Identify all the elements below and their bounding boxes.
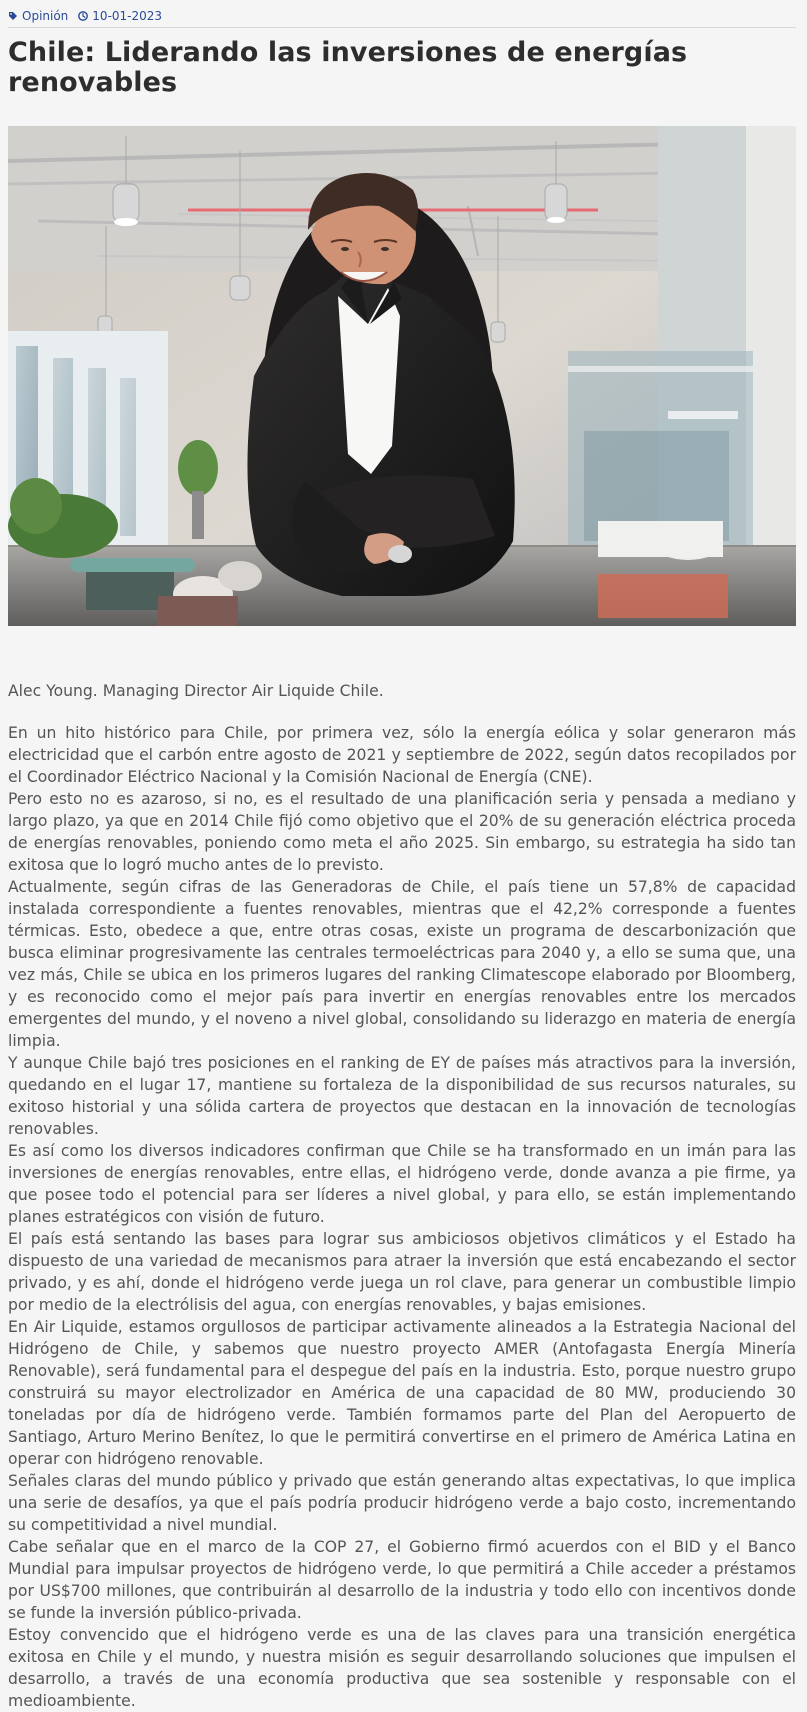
article-paragraph: Y aunque Chile bajó tres posiciones en el ranking de EY de países más atractivos para la inversión, quedando en el lugar 17, mantiene su fortaleza de la disponibilidad de sus recursos naturales, su exitoso historial y una sólida cartera de proyectos que destacan en la innovación de tecnologías renovables. (8, 1054, 796, 1138)
article-paragraph: Pero esto no es azaroso, si no, es el resultado de una planificación seria y pensada a mediano y largo plazo, ya que en 2014 Chile fijó como objetivo que el 20% de su generación eléctrica proceda de energías renovables, poniendo como meta el año 2025. Sin embargo, su estrategia ha sido tan exitosa que lo logró mucho antes de lo previsto. (8, 790, 796, 874)
article-paragraph: Señales claras del mundo público y privado que están generando altas expectativas, lo que implica una serie de desafíos, ya que el país podría producir hidrógeno verde a bajo costo, incrementando su competitividad a nivel mundial. (8, 1472, 796, 1534)
clock-icon (78, 11, 88, 21)
article-body (8, 722, 796, 1712)
article-paragraph: Actualmente, según cifras de las Generadoras de Chile, el país tiene un 57,8% de capacidad instalada correspondiente a fuentes renovables, mientras que el 42,2% corresponde a fuentes térmicas. Esto, obedece a que, entre otras cosas, existe un programa de descarbonización que busca eliminar progresivamente las centrales termoeléctricas para 2040 y, a ello se suma que, una vez más, Chile se ubica en los primeros lugares del ranking Climatescope elaborado por Bloomberg, y es reconocido como el mejor país para invertir en energías renovables entre los mercados emergentes del mundo, y el noveno a nivel global, consolidando su liderazgo en materia de energía limpia. (8, 878, 796, 1050)
article-meta (8, 0, 796, 28)
article-paragraph: En un hito histórico para Chile, por primera vez, sólo la energía eólica y solar generaron más electricidad que el carbón entre agosto de 2021 y septiembre de 2022, según datos recopilados por el Coordinador Eléctrico Nacional y la Comisión Nacional de Energía (CNE). (8, 724, 796, 786)
article-paragraph: El país está sentando las bases para lograr sus ambiciosos objetivos climáticos y el Estado ha dispuesto de una variedad de mecanismos para atraer la inversión que está encabezando el sector privado, y es ahí, donde el hidrógeno verde juega un rol clave, para generar un combustible limpio por medio de la electrólisis del agua, con energías renovables, y bajas emisiones. (8, 1230, 796, 1314)
article-paragraph: Cabe señalar que en el marco de la COP 27, el Gobierno firmó acuerdos con el BID y el Banco Mundial para impulsar proyectos de hidrógeno verde, lo que permitirá a Chile acceder a préstamos por US$700 millones, que contribuirán al desarrollo de la industria y todo ello con incentivos donde se funde la inversión público-privada. (8, 1538, 796, 1622)
article-paragraph: Estoy convencido que el hidrógeno verde es una de las claves para una transición energética exitosa en Chile y el mundo, y nuestra misión es seguir desarrollando soluciones que impulsen el desarrollo, a través de una economía productiva que sea sostenible y responsable con el medioambiente. (8, 1626, 796, 1710)
article-paragraph: Es así como los diversos indicadores confirman que Chile se ha transformado en un imán para las inversiones de energías renovables, entre ellas, el hidrógeno verde, donde avanza a pie firme, ya que posee todo el potencial para ser líderes a nivel global, y para ello, se están implementando planes estratégicos con visión de futuro. (8, 1142, 796, 1226)
image-caption: Alec Young. Managing Director Air Liquide Chile. (8, 682, 384, 700)
article-hero-image (8, 126, 796, 626)
article-paragraph: En Air Liquide, estamos orgullosos de participar activamente alineados a la Estrategia Nacional del Hidrógeno de Chile, y sabemos que nuestro proyecto AMER (Antofagasta Energía Minería Renovable), será fundamental para el despegue del país en la industria. Esto, porque nuestro grupo construirá su mayor electrolizador en América de una capacidad de 80 MW, produciendo 30 toneladas por día de hidrógeno verde. También formamos parte del Plan del Aeropuerto de Santiago, Arturo Merino Benítez, lo que le permitirá convertirse en el primero de América Latina en operar con hidrógeno renovable. (8, 1318, 796, 1468)
category-link[interactable]: Opinión (22, 8, 69, 23)
article-title: Chile: Liderando las inversiones de energías renovables (8, 37, 688, 98)
publish-date: 10-01-2023 (92, 8, 163, 23)
tag-icon (8, 11, 18, 21)
